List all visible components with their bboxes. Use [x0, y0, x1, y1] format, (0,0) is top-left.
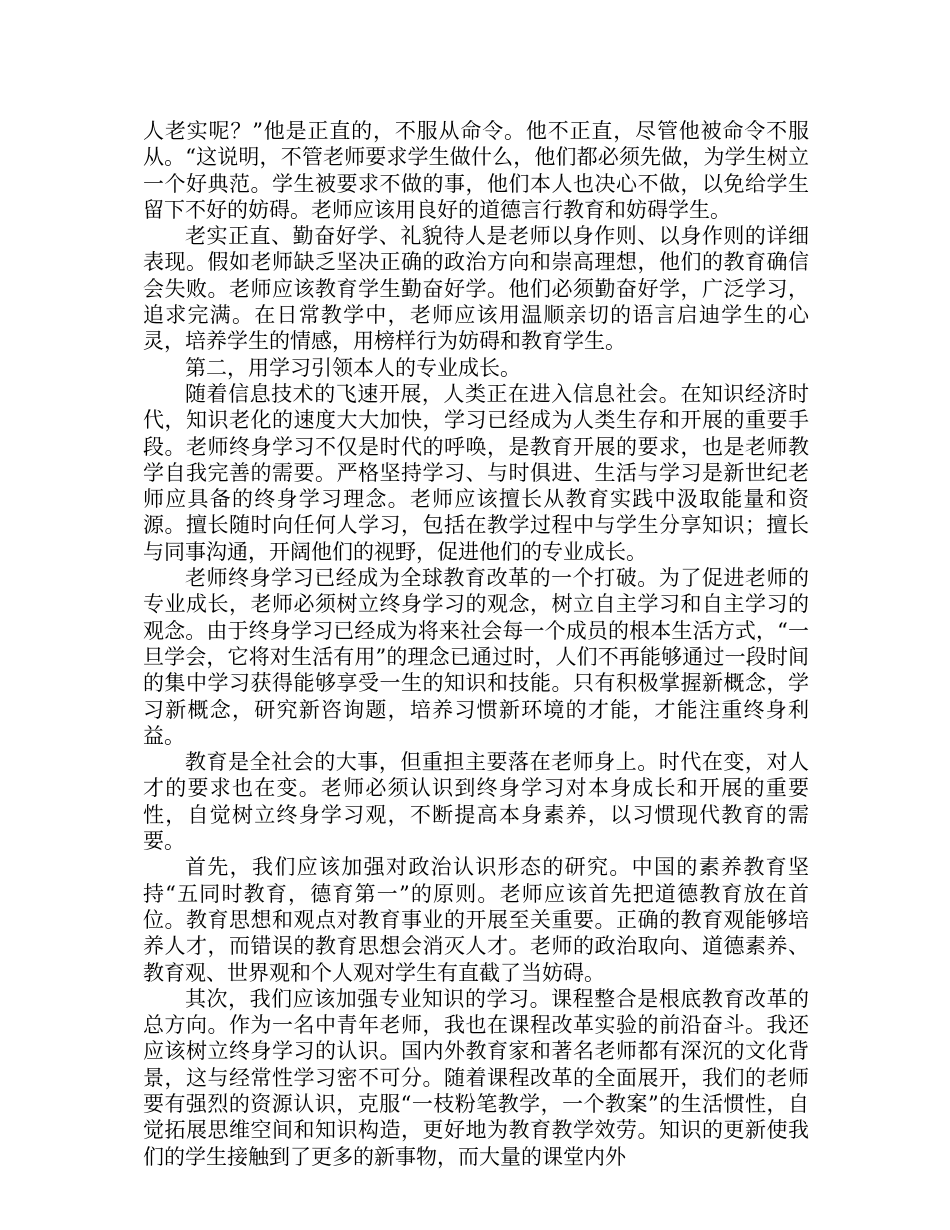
paragraph-3-heading: 第二，用学习引领本人的专业成长。: [185, 355, 521, 380]
paragraph-5: 老师终身学习已经成为全球教育改革的一个打破。为了促进老师的专业成长，老师必须树立终身学习的观念，树立自主学习和自主学习的观念。由于终身学习已经成为将来社会每一个成员的根本生活方式，“一旦学会，它将对生活有用”的理念已通过时，人们不再能够通过一段时间的集中学习获得能够享受一生的知识和技能。只有积极掌握新概念，学习新概念，研究新咨询题，培养习惯新环境的才能，才能注重终身利益。: [143, 566, 809, 748]
paragraph-6: 教育是全社会的大事，但重担主要落在老师身上。时代在变，对人才的要求也在变。老师必须认识到终身学习对本身成长和开展的重要性，自觉树立终身学习观，不断提高本身素养，以习惯现代教育的需要。: [143, 750, 809, 854]
document-body: [143, 118, 809, 1170]
paragraph-7: 首先，我们应该加强对政治认识形态的研究。中国的素养教育坚持“五同时教育，德育第一”的原则。老师应该首先把道德教育放在首位。教育思想和观点对教育事业的开展至关重要。正确的教育观能够培养人才，而错误的教育思想会消灭人才。老师的政治取向、道德素养、教育观、世界观和个人观对学生有直截了当妨碍。: [143, 855, 809, 985]
paragraph-4: 随着信息技术的飞速开展，人类正在进入信息社会。在知识经济时代，知识老化的速度大大加快，学习已经成为人类生存和开展的重要手段。老师终身学习不仅是时代的呼唤，是教育开展的要求，也是老师教学自我完善的需要。严格坚持学习、与时俱进、生活与学习是新世纪老师应具备的终身学习理念。老师应该擅长从教育实践中汲取能量和资源。擅长随时向任何人学习，包括在教学过程中与学生分享知识；擅长与同事沟通，开阔他们的视野，促进他们的专业成长。: [143, 381, 809, 564]
paragraph-8: 其次，我们应该加强专业知识的学习。课程整合是根底教育改革的总方向。作为一名中青年老师，我也在课程改革实验的前沿奋斗。我还应该树立终身学习的认识。国内外教育家和著名老师都有深沉的文化背景，这与经常性学习密不可分。随着课程改革的全面展开，我们的老师要有强烈的资源认识，克服“一枝粉笔教学，一个教案”的生活惯性，自觉拓展思维空间和知识构造，更好地为教育教学效劳。知识的更新使我们的学生接触到了更多的新事物，而大量的课堂内外: [143, 986, 809, 1169]
paragraph-2: 老实正直、勤奋好学、礼貌待人是老师以身作则、以身作则的详细表现。假如老师缺乏坚决正确的政治方向和崇高理想，他们的教育确信会失败。老师应该教育学生勤奋好学。他们必须勤奋好学，广泛学习，追求完满。在日常教学中，老师应该用温顺亲切的语言启迪学生的心灵，培养学生的情感，用榜样行为妨碍和教育学生。: [143, 224, 809, 354]
paragraph-1: 人老实呢？”他是正直的，不服从命令。他不正直，尽管他被命令不服从。“这说明，不管老师要求学生做什么，他们都必须先做，为学生树立一个好典范。学生被要求不做的事，他们本人也决心不做，以免给学生留下不好的妨碍。老师应该用良好的道德言行教育和妨碍学生。: [143, 119, 809, 222]
